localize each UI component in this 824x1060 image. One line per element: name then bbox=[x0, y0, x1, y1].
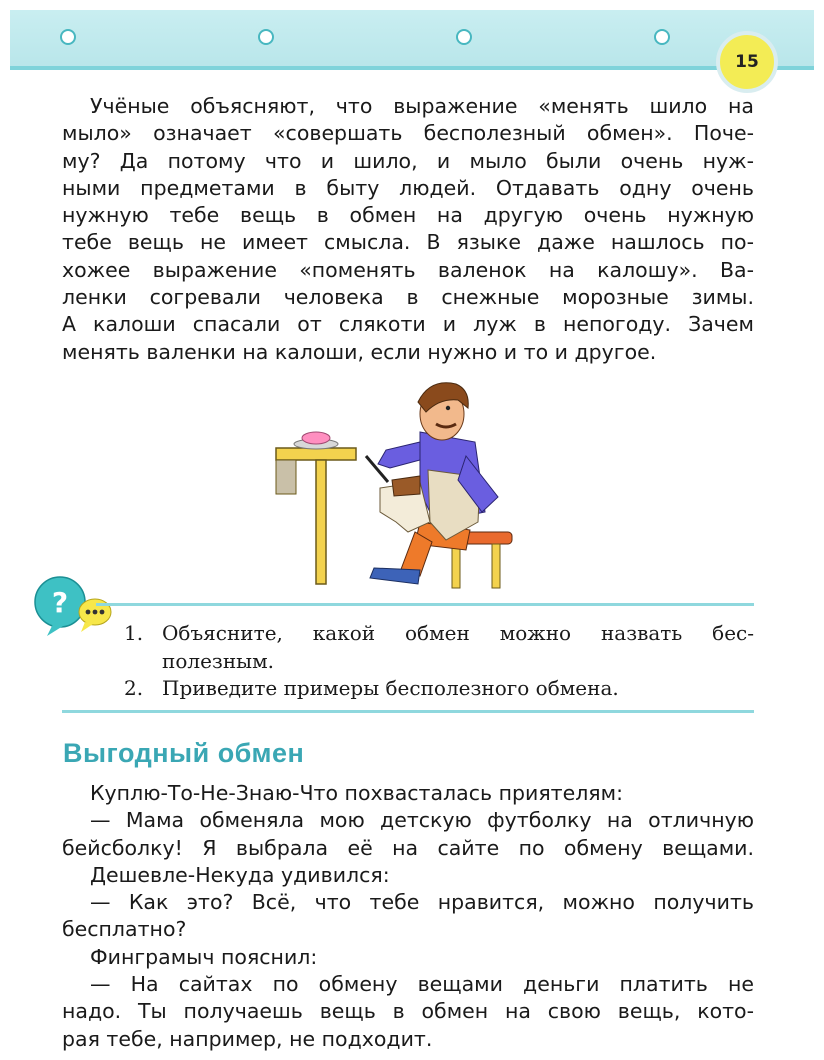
page-header-band bbox=[10, 10, 814, 70]
questions-list bbox=[124, 620, 754, 703]
question-text: Объясните, какой обмен можно назвать бес- bbox=[162, 621, 754, 645]
text-line: бесплатно? bbox=[62, 917, 187, 942]
divider bbox=[62, 710, 754, 713]
story-paragraph bbox=[62, 780, 754, 1053]
text-line: надо. Ты получаешь вещь в обмен на свою вещь, кото- bbox=[62, 999, 754, 1024]
question-item bbox=[124, 675, 754, 703]
binder-hole-icon bbox=[456, 29, 472, 45]
question-number: 1. bbox=[124, 621, 144, 645]
svg-text:?: ? bbox=[51, 586, 69, 619]
text-line: Куплю-То-Не-Знаю-Что похвасталась приятелям: bbox=[90, 781, 624, 805]
question-text: полезным. bbox=[162, 648, 274, 673]
divider bbox=[96, 603, 754, 606]
question-item bbox=[124, 620, 754, 675]
binder-hole-icon bbox=[60, 29, 76, 45]
section-title: Выгодный обмен bbox=[63, 738, 305, 768]
text-line: рая тебе, например, не подходит. bbox=[62, 1026, 433, 1051]
text-line: му? Да потому что и шило, и мыло были очень нуж- bbox=[62, 148, 754, 173]
text-line: — Как это? Всё, что тебе нравится, можно получить bbox=[90, 890, 754, 915]
text-line: Учёные объясняют, что выражение «менять шило на bbox=[90, 94, 754, 118]
text-line: ными предметами в быту людей. Отдавать одну очень bbox=[62, 175, 754, 200]
question-number: 2. bbox=[124, 676, 144, 700]
text-line: Дешевле-Некуда удивился: bbox=[90, 862, 390, 887]
text-line: Финграмыч пояснил: bbox=[90, 944, 318, 969]
intro-paragraph bbox=[62, 93, 754, 366]
shoemaker-illustration bbox=[270, 372, 520, 594]
text-line: бейсболку! Я выбрала её на сайте по обмену вещами. bbox=[62, 835, 754, 860]
binder-hole-icon bbox=[654, 29, 670, 45]
text-line: ленки согревали человека в снежные морозные зимы. bbox=[62, 285, 754, 310]
text-line: — Мама обменяла мою детскую футболку на отличную bbox=[90, 808, 754, 833]
text-line: — На сайтах по обмену вещами деньги платить не bbox=[90, 972, 754, 997]
page-number: 15 bbox=[716, 31, 778, 93]
text-line: менять валенки на калоши, если нужно и то и другое. bbox=[62, 339, 657, 364]
text-line: хожее выражение «поменять валенок на калошу». Ва- bbox=[62, 257, 754, 282]
text-line: А калоши спасали от слякоти и луж в непогоду. Зачем bbox=[62, 312, 754, 337]
question-text: Приведите примеры бесполезного обмена. bbox=[162, 676, 619, 700]
text-line: мыло» означает «совершать бесполезный обмен». Поче- bbox=[62, 121, 754, 146]
text-line: тебе вещь не имеет смысла. В языке даже нашлось по- bbox=[62, 230, 754, 255]
text-line: нужную тебе вещь в обмен на другую очень нужную bbox=[62, 203, 754, 228]
binder-hole-icon bbox=[258, 29, 274, 45]
